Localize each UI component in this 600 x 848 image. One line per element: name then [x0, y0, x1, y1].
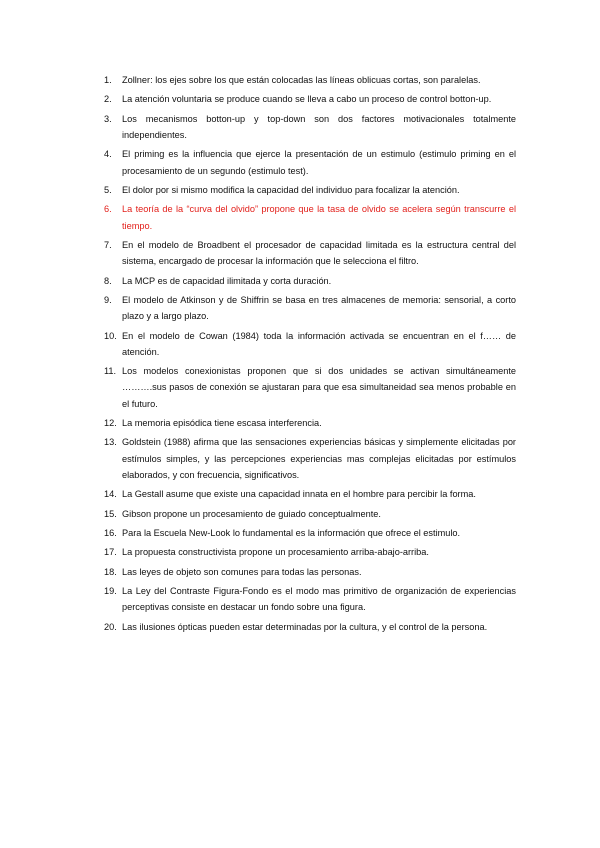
item-number: 13. [104, 437, 117, 448]
item-number: 18. [104, 566, 117, 577]
item-text: La Ley del Contraste Figura-Fondo es el modo mas primitivo de organización de experiencias perceptivas consiste en destacar un fondo sobre una figura. [122, 586, 516, 613]
list-item [104, 619, 516, 635]
item-number: 2. [104, 94, 112, 105]
item-number: 12. [104, 417, 117, 428]
list-item [104, 91, 516, 107]
list-item [104, 583, 516, 615]
item-text: Para la Escuela New-Look lo fundamental es la información que ofrece el estimulo. [122, 527, 461, 538]
item-text: Los modelos conexionistas proponen que si dos unidades se activan simultáneamente ……….sus pasos de conexión se ajustaran para que esa simultaneidad sea menos probable en el futuro. [122, 366, 516, 409]
item-text: La teoría de la “curva del olvido” propone que la tasa de olvido se acelera según transcurre el tiempo. [122, 204, 516, 231]
item-number: 11. [104, 366, 117, 377]
item-text: La MCP es de capacidad ilimitada y corta duración. [122, 275, 332, 286]
item-number: 4. [104, 149, 112, 160]
item-text: En el modelo de Cowan (1984) toda la información activada se encuentran en el f…… de atención. [122, 330, 516, 357]
item-text: El dolor por si mismo modifica la capacidad del individuo para focalizar la atención. [122, 184, 460, 195]
question-list [104, 72, 516, 638]
list-item [104, 182, 516, 198]
item-text: Gibson propone un procesamiento de guiado conceptualmente. [122, 508, 381, 519]
item-number: 9. [104, 294, 112, 305]
item-text: Zollner: los ejes sobre los que están colocadas las líneas oblicuas cortas, son paralelas. [122, 75, 481, 85]
list-item [104, 506, 516, 522]
item-number: 8. [104, 275, 112, 286]
item-number: 7. [104, 239, 112, 250]
item-text: La memoria episódica tiene escasa interferencia. [122, 417, 322, 428]
item-text: En el modelo de Broadbent el procesador de capacidad limitada es la estructura central del sistema, encargado de procesar la información que le selecciona el filtro. [122, 239, 516, 267]
item-number: 19. [104, 586, 117, 597]
highlighted-list-item [104, 201, 516, 233]
item-text: El priming es la influencia que ejerce la presentación de un estimulo (estimulo priming en el procesamiento de un segundo (estimulo test). [122, 149, 516, 176]
item-number: 16. [104, 527, 117, 538]
item-text: El modelo de Atkinson y de Shiffrin se basa en tres almacenes de memoria: sensorial, a corto plazo y a largo plazo. [122, 294, 516, 322]
list-item [104, 434, 516, 483]
list-item [104, 273, 516, 289]
item-text: Los mecanismos botton-up y top-down son dos factores motivacionales totalmente independientes. [122, 113, 516, 140]
item-number: 5. [104, 184, 112, 195]
list-item [104, 525, 516, 541]
item-number: 1. [104, 75, 112, 85]
item-number: 14. [104, 489, 117, 500]
list-item [104, 237, 516, 269]
item-number: 20. [104, 621, 117, 632]
item-text: La atención voluntaria se produce cuando se lleva a cabo un proceso de control botton-up. [122, 94, 492, 105]
item-number: 6. [104, 204, 112, 215]
item-text: La Gestall asume que existe una capacidad innata en el hombre para percibir la forma. [122, 489, 476, 500]
list-item [104, 363, 516, 412]
list-item [104, 111, 516, 143]
item-number: 10. [104, 330, 117, 341]
list-item [104, 292, 516, 324]
list-item [104, 146, 516, 178]
item-number: 3. [104, 113, 112, 124]
list-item [104, 328, 516, 360]
item-text: Las ilusiones ópticas pueden estar determinadas por la cultura, y el control de la persona. [122, 621, 488, 632]
item-text: Las leyes de objeto son comunes para todas las personas. [122, 566, 362, 577]
item-number: 15. [104, 508, 117, 519]
list-item [104, 544, 516, 560]
list-item [104, 72, 516, 88]
list-item [104, 415, 516, 431]
list-item [104, 564, 516, 580]
item-number: 17. [104, 547, 117, 558]
item-text: Goldstein (1988) afirma que las sensaciones experiencias básicas y simplemente elicitadas por estímulos simples, y las percepciones experiencias mas complejas elicitadas por estímulos elaborados, y con frecuencia, significativos. [122, 437, 516, 480]
list-item [104, 486, 516, 502]
item-text: La propuesta constructivista propone un procesamiento arriba-abajo-arriba. [122, 547, 429, 558]
